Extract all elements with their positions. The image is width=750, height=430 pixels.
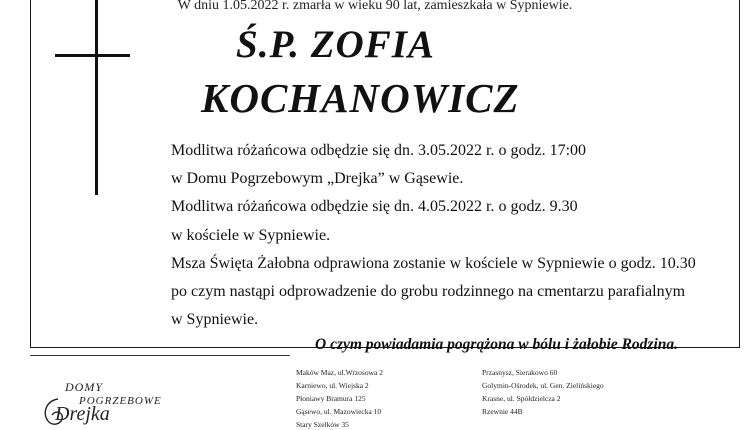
footer-divider — [30, 355, 290, 356]
address-item: Gąsewo, ul. Mazowiecka 10 — [296, 407, 382, 416]
address-item: Krasne, ul. Spółdzielcza 2 — [482, 394, 561, 403]
logo-script: Drejka — [55, 403, 110, 425]
deceased-name-line2: KOCHANOWICZ — [201, 75, 520, 121]
address-item: Karniewo, ul. Wiejska 2 — [296, 381, 369, 390]
closing-line: O czym powiadamia pogrążona w bólu i żałobie Rodzina. — [315, 336, 679, 353]
body-line-4: w kościele w Sypniewie. — [171, 227, 331, 244]
cross-icon-vertical — [95, 0, 98, 195]
death-notice-line: W dniu 1.05.2022 r. zmarła w wieku 90 lat, zamieszkała w Sypniewie. — [177, 0, 573, 13]
address-item: Rzewnie 44B — [482, 407, 523, 416]
deceased-name-line1: Ś.P. ZOFIA — [236, 23, 435, 66]
body-line-1: Modlitwa różańcowa odbędzie się dn. 3.05.2022 r. o godz. 17:00 — [171, 142, 587, 159]
body-line-2: w Domu Pogrzebowym „Drejka” w Gąsewie. — [171, 170, 464, 187]
address-item: Płoniawy Bramura 125 — [296, 394, 366, 403]
logo-line1: DOMY — [65, 380, 104, 394]
body-line-7: w Sypniewie. — [171, 311, 259, 328]
address-item: Golymin-Ośrodek, ul. Gen. Zielińskiego — [482, 381, 604, 390]
logo-line2: POGRZEBOWE — [79, 395, 162, 407]
body-line-6: po czym nastąpi odprowadzenie do grobu rodzinnego na cmentarzu parafialnym — [171, 283, 686, 300]
body-line-5: Msza Święta Żałobna odprawiona zostanie w kościele w Sypniewie o godz. 10.30 — [171, 255, 696, 272]
address-item: Maków Maz, ul.Wrzosowa 2 — [296, 368, 383, 377]
body-line-3: Modlitwa różańcowa odbędzie się dn. 4.05.2022 r. o godz. 9.30 — [171, 198, 578, 215]
cross-icon-horizontal — [55, 54, 130, 57]
address-item: Stary Szelków 35 — [296, 420, 349, 429]
address-item: Przasnysz, Sierakowo 60 — [482, 368, 558, 377]
